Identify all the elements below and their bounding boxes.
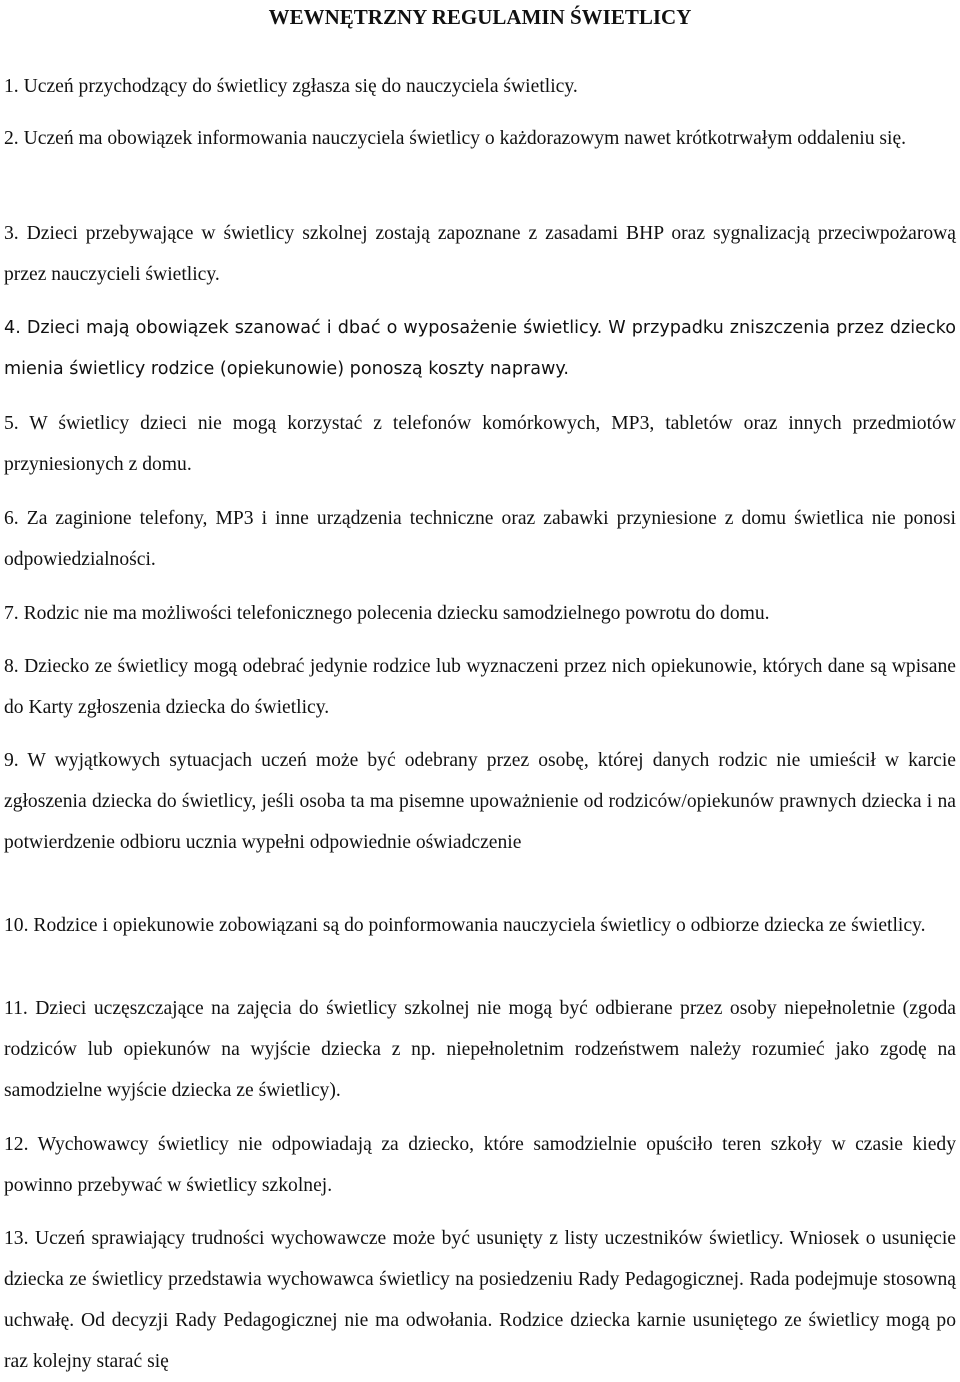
rule-11: 11. Dzieci uczęszczające na zajęcia do świetlicy szkolnej nie mogą być odbierane przez osoby niepełnoletnie (zgoda rodziców lub opiekunów na wyjście dziecka z np. niepełnoletnim rodzeństwem należy rozumieć jako zgodę na samodzielne wyjście dziecka ze świetlicy). <box>4 998 956 1101</box>
rule-4: 4. Dzieci mają obowiązek szanować i dbać o wyposażenie świetlicy. W przypadku zniszczenia przez dziecko mienia świetlicy rodzice (opiekunowie) ponoszą koszty naprawy. <box>4 318 956 379</box>
rule-6: 6. Za zaginione telefony, MP3 i inne urządzenia techniczne oraz zabawki przyniesione z domu świetlica nie ponosi odpowiedzialności. <box>4 508 956 570</box>
rule-8: 8. Dziecko ze świetlicy mogą odebrać jedynie rodzice lub wyznaczeni przez nich opiekunowie, których dane są wpisane do Karty zgłoszenia dziecka do świetlicy. <box>4 656 956 718</box>
rule-3: 3. Dzieci przebywające w świetlicy szkolnej zostają zapoznane z zasadami BHP oraz sygnalizacją przeciwpożarową przez nauczycieli świetlicy. <box>4 223 956 285</box>
rule-2: 2. Uczeń ma obowiązek informowania nauczyciela świetlicy o każdorazowym nawet krótkotrwałym oddaleniu się. <box>4 128 907 149</box>
rule-7: 7. Rodzic nie ma możliwości telefonicznego polecenia dziecku samodzielnego powrotu do domu. <box>4 603 770 624</box>
rule-10: 10. Rodzice i opiekunowie zobowiązani są do poinformowania nauczyciela świetlicy o odbiorze dziecka ze świetlicy. <box>4 915 926 936</box>
rule-9: 9. W wyjątkowych sytuacjach uczeń może być odebrany przez osobę, której danych rodzic nie umieścił w karcie zgłoszenia dziecka do świetlicy, jeśli osoba ta ma pisemne upoważnienie od rodziców/opiekunów prawnych dziecka i na potwierdzenie odbioru ucznia wypełni odpowiednie oświadczenie <box>4 750 956 853</box>
rule-1: 1. Uczeń przychodzący do świetlicy zgłasza się do nauczyciela świetlicy. <box>4 76 578 97</box>
rule-5: 5. W świetlicy dzieci nie mogą korzystać z telefonów komórkowych, MP3, tabletów oraz innych przedmiotów przyniesionych z domu. <box>4 413 956 475</box>
document-title: WEWNĘTRZNY REGULAMIN ŚWIETLICY <box>268 5 692 29</box>
rule-13: 13. Uczeń sprawiający trudności wychowawcze może być usunięty z listy uczestników świetlicy. Wniosek o usunięcie dziecka ze świetlicy przedstawia wychowawca świetlicy na posiedzeniu Rady Pedagogicznej. Rada podejmuje stosowną uchwałę. Od decyzji Rady Pedagogicznej nie ma odwołania. Rodzice dziecka karnie usuniętego ze świetlicy mogą po raz kolejny starać się <box>4 1228 956 1372</box>
rule-12: 12. Wychowawcy świetlicy nie odpowiadają za dziecko, które samodzielnie opuściło teren szkoły w czasie kiedy powinno przebywać w świetlicy szkolnej. <box>4 1134 956 1196</box>
